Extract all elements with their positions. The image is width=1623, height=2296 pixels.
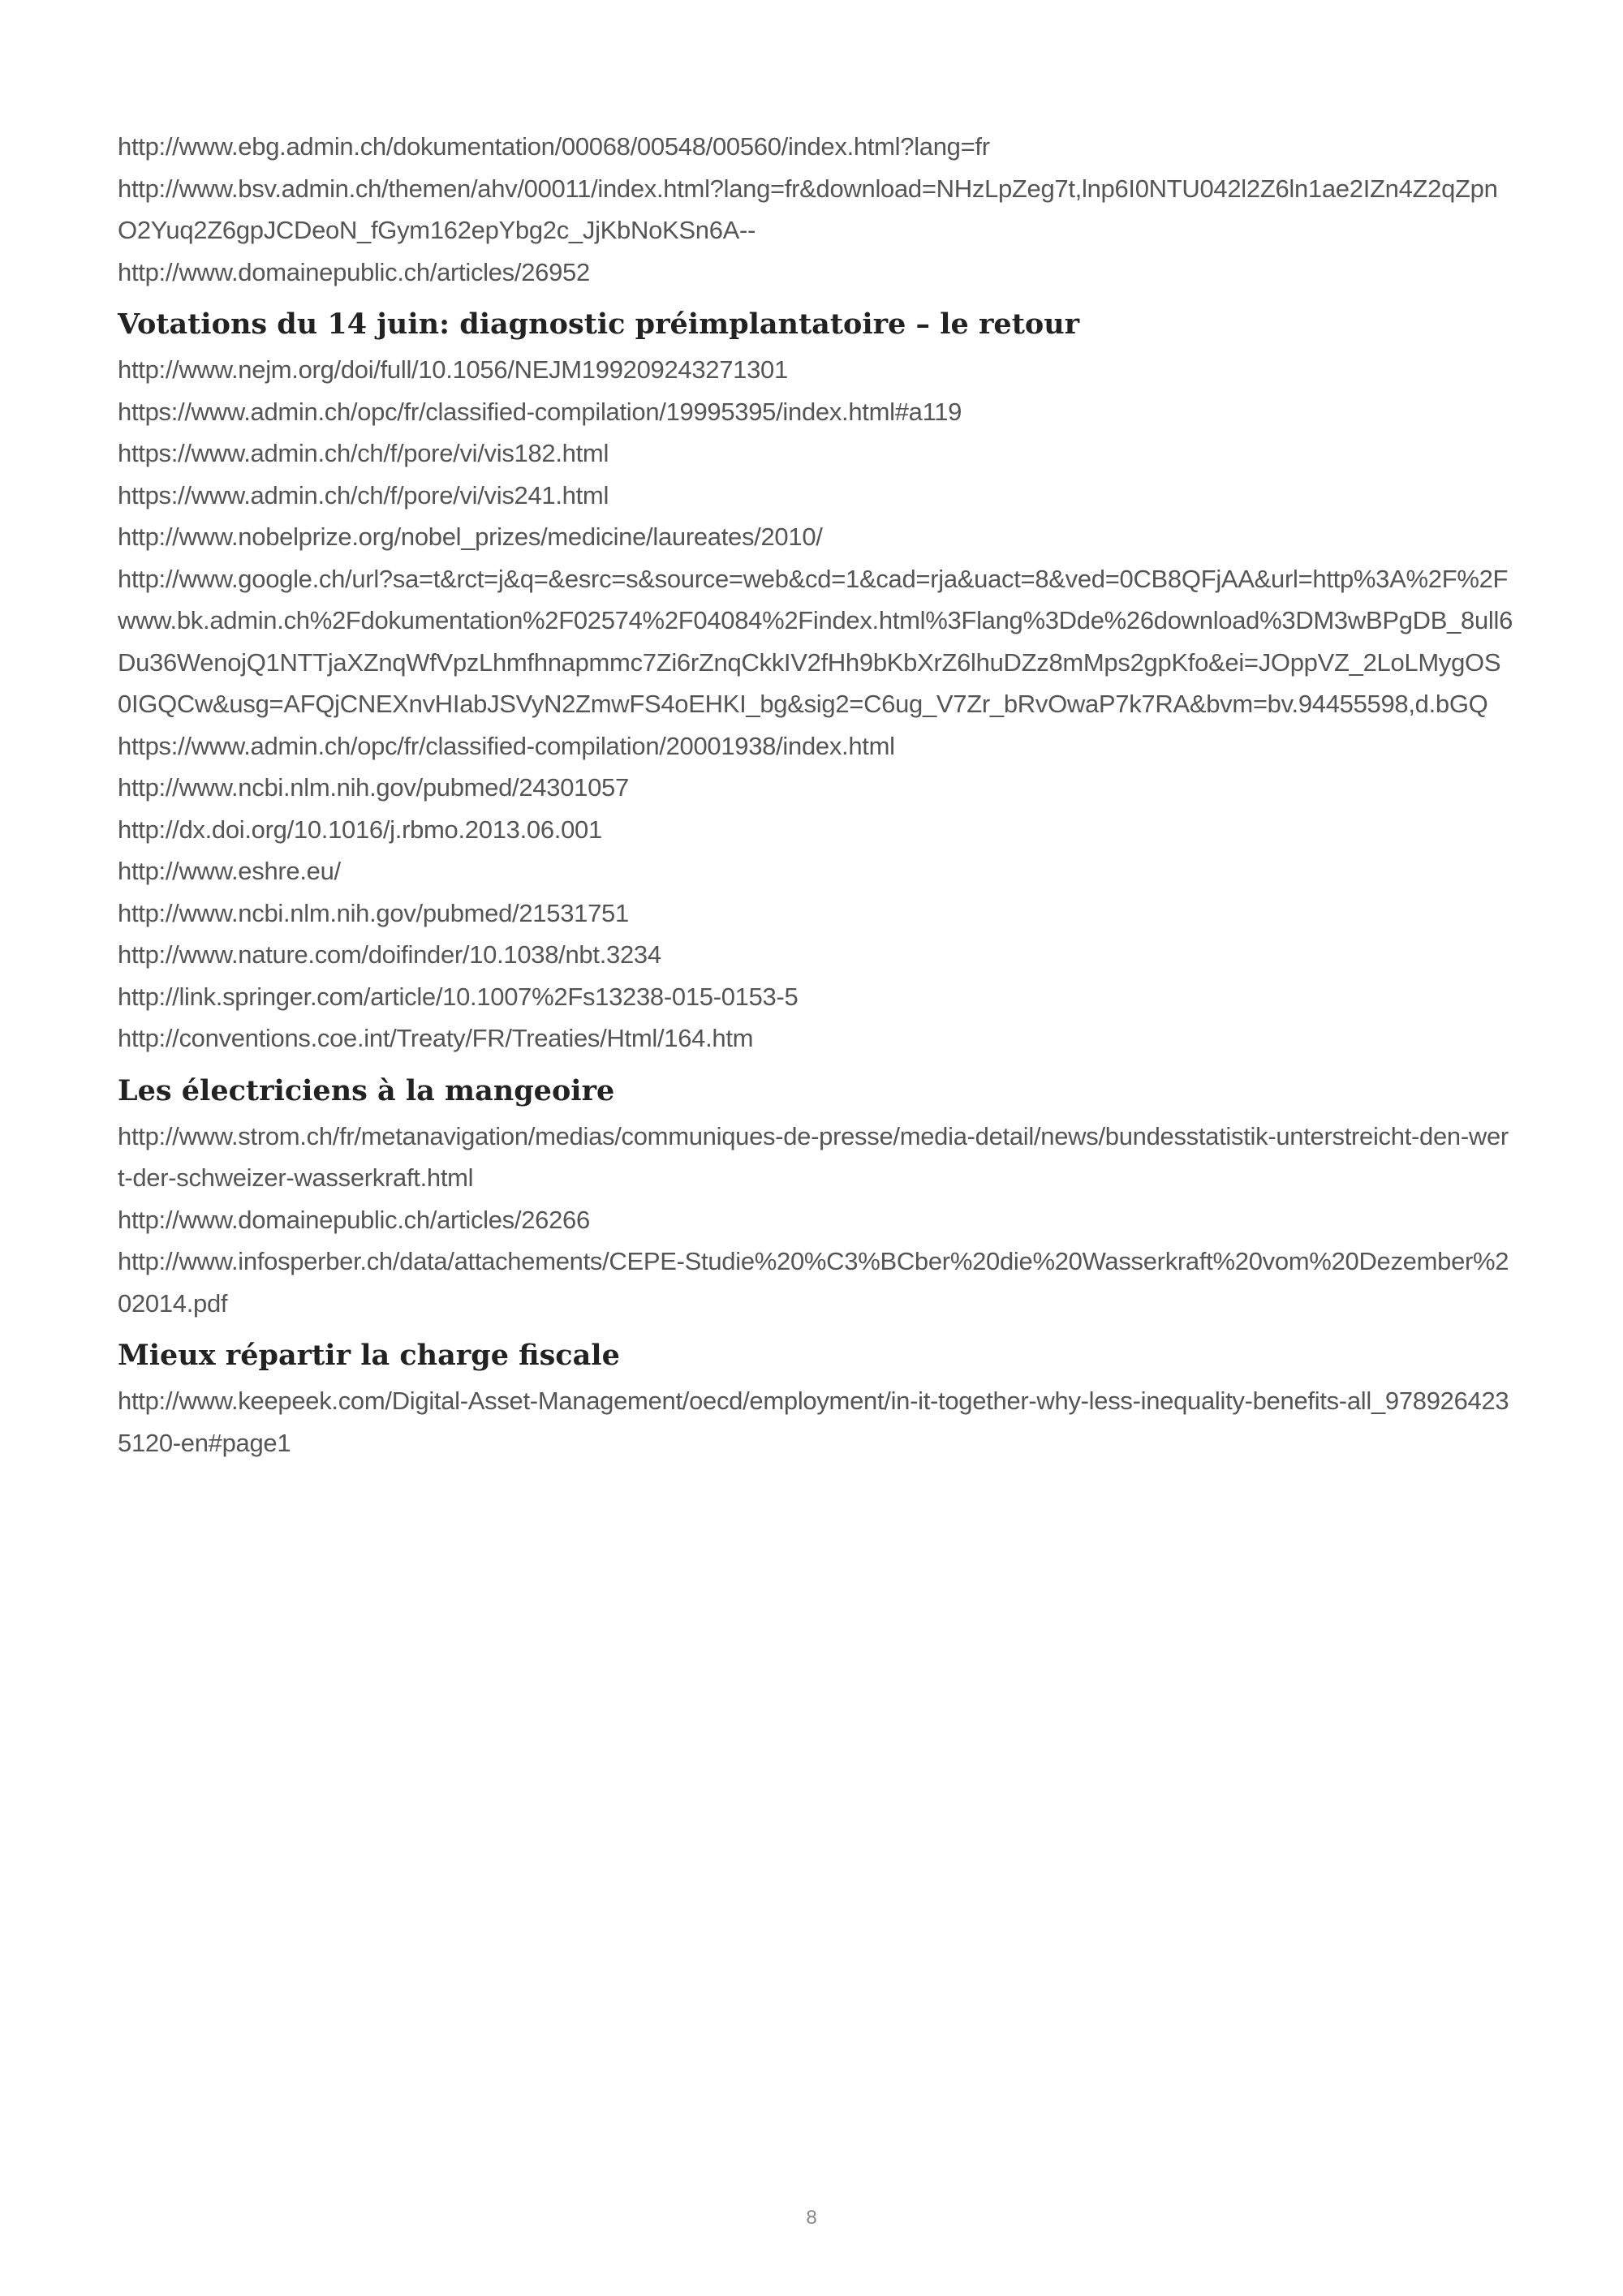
- link-list: [118, 126, 1513, 293]
- url-link[interactable]: http://www.infosperber.ch/data/attachements/CEPE-Studie%20%C3%BCber%20die%20Wasserkraft%20vom%20Dezember%202014.pdf: [118, 1247, 1509, 1318]
- document-body: [118, 126, 1513, 1464]
- section-heading: Mieux répartir la charge fiscale: [118, 1339, 620, 1372]
- url-link[interactable]: http://www.domainepublic.ch/articles/26952: [118, 257, 590, 286]
- url-link[interactable]: http://www.nobelprize.org/nobel_prizes/medicine/laureates/2010/: [118, 522, 823, 551]
- url-link[interactable]: http://www.google.ch/url?sa=t&rct=j&q=&esrc=s&source=web&cd=1&cad=rja&uact=8&ved=0CB8QFjAA&url=http%3A%2F%2Fwww.bk.admin.ch%2Fdokumentation%2F02574%2F04084%2Findex.html%3Flang%3Dde%26download%3DM3wBPgDB_8ull6Du36WenojQ1NTTjaXZnqWfVpzLhmfhnapmmc7Zi6rZnqCkkIV2fHh9bKbXrZ6lhuDZz8mMps2gpKfo&ei=JOppVZ_2LoLMygOS0IGQCw&usg=AFQjCNEXnvHIabJSVyN2ZmwFS4oEHKI_bg&sig2=C6ug_V7Zr_bRvOwaP7k7RA&bvm=bv.94455598,d.bGQ: [118, 564, 1513, 718]
- section-3: [118, 1073, 1513, 1325]
- section-heading: Les électriciens à la mangeoire: [118, 1073, 615, 1107]
- link-list: [118, 1116, 1513, 1325]
- section-1: [118, 126, 1513, 293]
- url-link[interactable]: http://www.ebg.admin.ch/dokumentation/00068/00548/00560/index.html?lang=fr: [118, 132, 990, 161]
- link-list: [118, 349, 1513, 1060]
- url-link[interactable]: https://www.admin.ch/ch/f/pore/vi/vis241.html: [118, 480, 609, 510]
- section-4: [118, 1337, 1513, 1464]
- url-link[interactable]: http://www.domainepublic.ch/articles/26266: [118, 1205, 590, 1234]
- url-link[interactable]: http://dx.doi.org/10.1016/j.rbmo.2013.06.001: [118, 815, 602, 844]
- url-link[interactable]: https://www.admin.ch/opc/fr/classified-compilation/19995395/index.html#a119: [118, 397, 962, 426]
- url-link[interactable]: http://www.strom.ch/fr/metanavigation/medias/communiques-de-presse/media-detail/news/bundesstatistik-unterstreicht-den-wert-der-schweizer-wasserkraft.html: [118, 1121, 1509, 1192]
- url-link[interactable]: http://www.ncbi.nlm.nih.gov/pubmed/21531751: [118, 898, 629, 927]
- url-link[interactable]: http://link.springer.com/article/10.1007%2Fs13238-015-0153-5: [118, 982, 799, 1011]
- page-number: 8: [806, 2207, 817, 2229]
- url-link[interactable]: http://www.ncbi.nlm.nih.gov/pubmed/24301057: [118, 773, 629, 802]
- url-link[interactable]: http://www.nejm.org/doi/full/10.1056/NEJM199209243271301: [118, 355, 788, 384]
- url-link[interactable]: http://www.nature.com/doifinder/10.1038/nbt.3234: [118, 940, 661, 969]
- url-link[interactable]: https://www.admin.ch/ch/f/pore/vi/vis182.html: [118, 439, 609, 467]
- section-heading: Votations du 14 juin: diagnostic préimplantatoire – le retour: [118, 307, 1080, 341]
- section-2: [118, 306, 1513, 1060]
- link-list: [118, 1380, 1513, 1464]
- url-link[interactable]: http://www.keepeek.com/Digital-Asset-Management/oecd/employment/in-it-together-why-less-inequality-benefits-all_9789264235120-en#page1: [118, 1387, 1509, 1457]
- url-link[interactable]: http://www.bsv.admin.ch/themen/ahv/00011/index.html?lang=fr&download=NHzLpZeg7t,lnp6I0NTU042l2Z6ln1ae2IZn4Z2qZpnO2Yuq2Z6gpJCDeoN_fGym162epYbg2c_JjKbNoKSn6A--: [118, 174, 1498, 244]
- url-link[interactable]: http://conventions.coe.int/Treaty/FR/Treaties/Html/164.htm: [118, 1024, 754, 1052]
- url-link[interactable]: http://www.eshre.eu/: [118, 857, 341, 885]
- url-link[interactable]: https://www.admin.ch/opc/fr/classified-compilation/20001938/index.html: [118, 731, 895, 760]
